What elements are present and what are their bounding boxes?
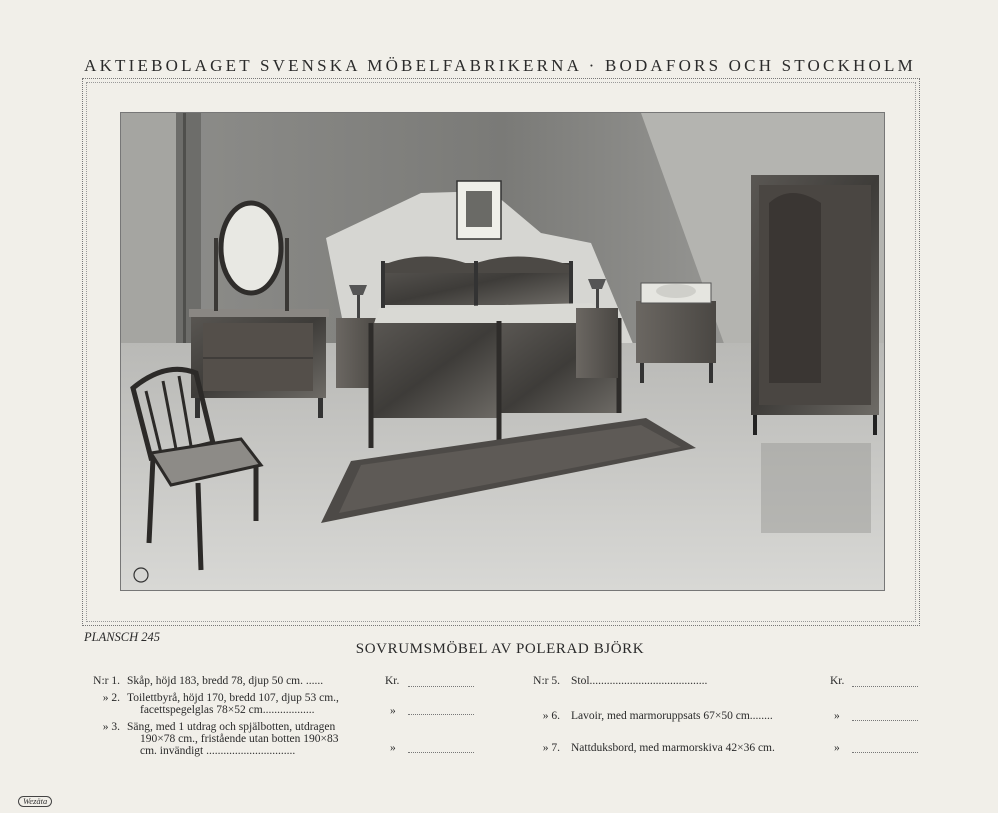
price-label: »: [834, 742, 840, 754]
price-blank: [408, 686, 474, 687]
item-number: » 2.: [102, 692, 120, 704]
price-label: Kr.: [385, 675, 400, 687]
item-description: cm. invändigt ...............................: [140, 745, 296, 757]
item-number: N:r 5.: [533, 675, 560, 687]
page-title: SOVRUMSMÖBEL AV POLERAD BJÖRK: [355, 641, 645, 657]
item-description: Stol.........................................: [571, 675, 708, 687]
price-blank: [852, 720, 918, 721]
price-blank: [852, 752, 918, 753]
price-blank: [852, 686, 918, 687]
plate-number: PLANSCH 245: [84, 630, 161, 644]
bedroom-illustration-icon: [121, 113, 884, 590]
price-label: Kr.: [830, 675, 845, 687]
item-description: Nattduksbord, med marmorskiva 42×36 cm.: [571, 742, 775, 754]
bedroom-illustration: [120, 112, 885, 591]
item-number: » 7.: [542, 742, 560, 754]
publisher-logo: Wezäta: [18, 796, 52, 807]
item-description: Lavoir, med marmoruppsats 67×50 cm........: [571, 710, 773, 722]
item-description: Skåp, höjd 183, bredd 78, djup 50 cm. ......: [127, 675, 324, 687]
price-blank: [408, 714, 474, 715]
item-description: 190×78 cm., fristående utan botten 190×83: [140, 733, 339, 745]
catalog-header: AKTIEBOLAGET SVENSKA MÖBELFABRIKERNA · BODAFORS OCH STOCKHOLM: [84, 56, 916, 75]
item-number: N:r 1.: [93, 675, 120, 687]
item-description: Säng, med 1 utdrag och spjälbotten, utdragen: [127, 721, 336, 733]
price-label: »: [834, 710, 840, 722]
item-number: » 6.: [542, 710, 560, 722]
item-number: » 3.: [102, 721, 120, 733]
item-description: facettspegelglas 78×52 cm..................: [140, 704, 315, 716]
item-description: Toilettbyrå, höjd 170, bredd 107, djup 53 cm.,: [127, 692, 339, 704]
price-label: »: [390, 742, 396, 754]
price-blank: [408, 752, 474, 753]
price-label: »: [390, 705, 396, 717]
